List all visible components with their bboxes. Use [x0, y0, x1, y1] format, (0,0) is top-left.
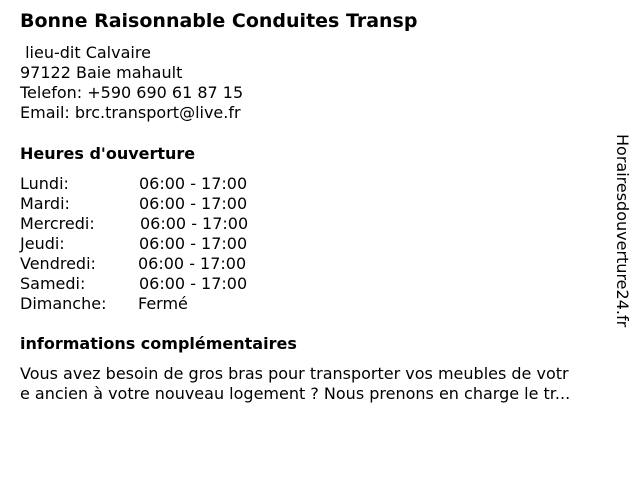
street-address: lieu-dit Calvaire: [20, 43, 151, 62]
address-block: [20, 43, 243, 123]
business-name: Bonne Raisonnable Conduites Transp: [20, 10, 418, 32]
day-label: Lundi:: [20, 174, 69, 193]
time-value: 06:00 - 17:00: [139, 234, 248, 253]
description-text: [20, 364, 620, 404]
description-line: Vous avez besoin de gros bras pour transporter vos meubles de votr: [20, 364, 569, 383]
day-label: Mardi:: [20, 194, 70, 213]
time-value: 06:00 - 17:00: [139, 174, 248, 193]
time-value: 06:00 - 17:00: [139, 274, 248, 293]
hours-heading: Heures d'ouverture: [20, 144, 196, 163]
watermark-text: Horairesdouverture24.fr: [613, 134, 632, 328]
phone-number: Telefon: +590 690 61 87 15: [20, 83, 244, 102]
time-value: 06:00 - 17:00: [140, 214, 249, 233]
day-label: Mercredi:: [20, 214, 95, 233]
time-value: 06:00 - 17:00: [138, 254, 247, 273]
email-address: Email: brc.transport@live.fr: [20, 103, 241, 122]
description-line: e ancien à votre nouveau logement ? Nous prenons en charge le tr...: [20, 384, 571, 403]
site-watermark: [612, 134, 632, 344]
day-label: Vendredi:: [20, 254, 96, 273]
day-label: Jeudi:: [20, 234, 65, 253]
info-heading: informations complémentaires: [20, 334, 297, 353]
time-value: Fermé: [138, 294, 188, 313]
city-address: 97122 Baie mahault: [20, 63, 183, 82]
day-label: Samedi:: [20, 274, 86, 293]
time-value: 06:00 - 17:00: [139, 194, 248, 213]
day-label: Dimanche:: [20, 294, 107, 313]
